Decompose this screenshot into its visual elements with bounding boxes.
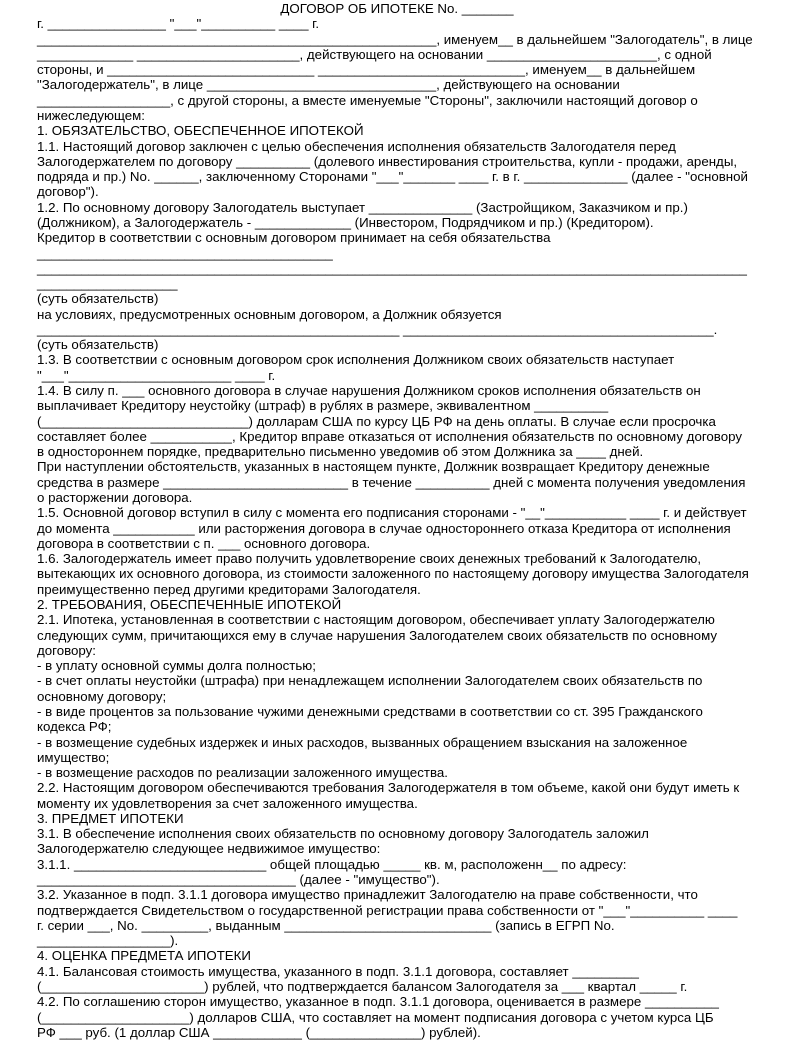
document-line: имущество;: [37, 749, 110, 765]
document-line: г. серии ___, No. _________, выданным ____________________________ (запись в ЕГРП No.: [37, 917, 615, 933]
document-line: 1.4. В силу п. ___ основного договора в случае нарушения Должником сроков исполнения обязательств он: [37, 383, 701, 399]
document-line: договор").: [37, 184, 99, 200]
document-line: "___"______________________ ____ г.: [37, 367, 276, 383]
document-line: моменту их удовлетворения за счет заложенного имущества.: [37, 795, 418, 811]
document-line: преимущественно перед другими кредиторами Залогодателя.: [37, 581, 421, 597]
document-line: ___________________________________ (далее - "имущество").: [37, 872, 440, 888]
document-line: в одностороннем порядке, предварительно письменно уведомив об этом Должника за ____ дней.: [37, 444, 644, 460]
document-line: _________________________________________________ __________________________________________.: [37, 321, 718, 337]
document-lines: [37, 1, 757, 1040]
document-line: (____________________________) долларам США по курсу ЦБ РФ на день оплаты. В случае если просрочка: [37, 413, 716, 429]
document-line: ________________________________________________________________________________________________: [37, 260, 747, 276]
document-line: составляет более ___________, Кредитор вправе отказаться от исполнения обязательств по основному договору: [37, 428, 742, 444]
document-line: ___________________: [37, 276, 178, 292]
document-line: - в виде процентов за пользование чужими денежными средствами в соответствии со ст. 395 Гражданского: [37, 703, 703, 719]
document-line: "Залогодержатель", в лице _______________________________, действующего на основании: [37, 77, 620, 93]
document-line: договору:: [37, 642, 97, 658]
document-line: Кредитор в соответствии с основным договором принимает на себя обязательства: [37, 230, 551, 246]
document-line: При наступлении обстоятельств, указанных в настоящем пункте, Должник возвращает Кредитору денежные: [37, 459, 710, 475]
document-line: 3.2. Указанное в подп. 3.1.1 договора имущество принадлежит Залогодателю на праве собственности, что: [37, 887, 698, 903]
document-line: договора в соответствии с п. ___ основного договора.: [37, 535, 371, 551]
document-line: РФ ___ руб. (1 доллар США ____________ (_______________) рублей).: [37, 1024, 481, 1040]
document-line: 1.3. В соответствии с основным договором срок исполнения Должником своих обязательств наступает: [37, 352, 675, 368]
document-line: следующих сумм, причитающихся ему в случае нарушения Залогодателем своих обязательств по основному: [37, 627, 718, 643]
document-line: Залогодержателем по договору __________ (долевого инвестирования строительства, купли - продажи, аренды,: [37, 153, 738, 169]
document-line: на условиях, предусмотренных основным договором, а Должник обязуется: [37, 306, 502, 322]
document-line: Залогодержателю следующее недвижимое имущество:: [37, 841, 381, 857]
document-line: нижеследующем:: [37, 107, 145, 123]
document-line: 3. ПРЕДМЕТ ИПОТЕКИ: [37, 810, 184, 826]
document-line: 2.2. Настоящим договором обеспечиваются требования Залогодержателя в том объеме, какой они будут иметь к: [37, 780, 740, 796]
document-line: 1. ОБЯЗАТЕЛЬСТВО, ОБЕСПЕЧЕННОЕ ИПОТЕКОЙ: [37, 123, 364, 139]
document-line: ________________________________________: [37, 245, 333, 261]
document-line: - в возмещение судебных издержек и иных расходов, вызванных обращением взыскания на заложенное: [37, 734, 688, 750]
document-line: 4.2. По соглашению сторон имущество, указанное в подп. 3.1.1 договора, оценивается в размере __________: [37, 994, 719, 1010]
document-line: стороны, и ____________________________ ____________________________, именуем__ в дальнейшем: [37, 62, 696, 78]
document-line: (суть обязательств): [37, 291, 159, 307]
document-line: 4.1. Балансовая стоимость имущества, указанного в подп. 3.1.1 договора, составляет _________: [37, 963, 639, 979]
document-line: выплачивает Кредитору неустойку (штраф) в рублях в размере, эквивалентном __________: [37, 398, 609, 414]
document-line: 3.1.1. __________________________ общей площадью _____ кв. м, расположенн__ по адресу:: [37, 856, 627, 872]
document-line: подтверждается Свидетельством о государственной регистрации права собственности от "___"__________ ____: [37, 902, 738, 918]
document-line: до момента ___________ или расторжения договора в случае одностороннего отказа Кредитора от исполнения: [37, 520, 731, 536]
document-line: (Должником), а Залогодержатель - _____________ (Инвестором, Подрядчиком и пр.) (Кредитором).: [37, 214, 654, 230]
document-line: 2.1. Ипотека, установленная в соответствии с настоящим договором, обеспечивает уплату Залогодержателю: [37, 612, 715, 628]
document-line: - в возмещение расходов по реализации заложенного имущества.: [37, 765, 448, 781]
document-line: 1.6. Залогодержатель имеет право получить удовлетворение своих денежных требований к Залогодателю,: [37, 551, 702, 567]
document-line: ______________________________________________________, именуем__ в дальнейшем "Залогодатель", в лице: [37, 31, 753, 47]
document-line: кодекса РФ;: [37, 719, 112, 735]
document-line: - в счет оплаты неустойки (штрафа) при ненадлежащем исполнении Залогодателем своих обязательств по: [37, 673, 703, 689]
document-line: подряда и пр.) No. ______, заключенному Сторонами "___"_______ ____ г. в г. ______________ (далее - "основной: [37, 169, 748, 185]
document-line: о расторжении договора.: [37, 490, 193, 505]
document-line: вытекающих их основного договора, из стоимости заложенного по настоящему договору имущества Залогодателя: [37, 566, 749, 582]
document-line: (____________________) долларов США, что составляет на момент подписания договора с учетом курса ЦБ: [37, 1009, 714, 1025]
document-line: 4. ОЦЕНКА ПРЕДМЕТА ИПОТЕКИ: [37, 948, 251, 964]
document-line: г. ________________ "___"__________ ____ г.: [37, 16, 320, 32]
document-line: средства в размере _________________________ в течение __________ дней с момента получения уведомления: [37, 474, 746, 490]
document-title: ДОГОВОР ОБ ИПОТЕКЕ No. _______: [280, 1, 514, 16]
document-line: (суть обязательств): [37, 337, 159, 353]
document-line: - в уплату основной суммы долга полностью;: [37, 658, 316, 674]
document-line: основному договору;: [37, 688, 167, 704]
document-line: 1.5. Основной договор вступил в силу с момента его подписания сторонами - "__"___________ ____ г. и действует: [37, 505, 747, 521]
document-line: (______________________) рублей, что подтверждается балансом Залогодателя за ___ квартал _____ г.: [37, 979, 688, 994]
document-line: 1.1. Настоящий договор заключен с целью обеспечения исполнения обязательств Залогодателя перед: [37, 138, 676, 154]
document-line: __________________, с другой стороны, а вместе именуемые "Стороны", заключили настоящий договор о: [37, 92, 698, 108]
document-line: 1.2. По основному договору Залогодатель выступает ______________ (Застройщиком, Заказчиком и пр.): [37, 199, 688, 215]
document-line: _____________ ______________________, действующего на основании _______________________, с одной: [37, 46, 712, 62]
document-line: 3.1. В обеспечение исполнения своих обязательств по основному договору Залогодатель заложил: [37, 826, 649, 842]
document-line: __________________).: [37, 933, 179, 949]
document-line: 2. ТРЕБОВАНИЯ, ОБЕСПЕЧЕННЫЕ ИПОТЕКОЙ: [37, 596, 342, 612]
